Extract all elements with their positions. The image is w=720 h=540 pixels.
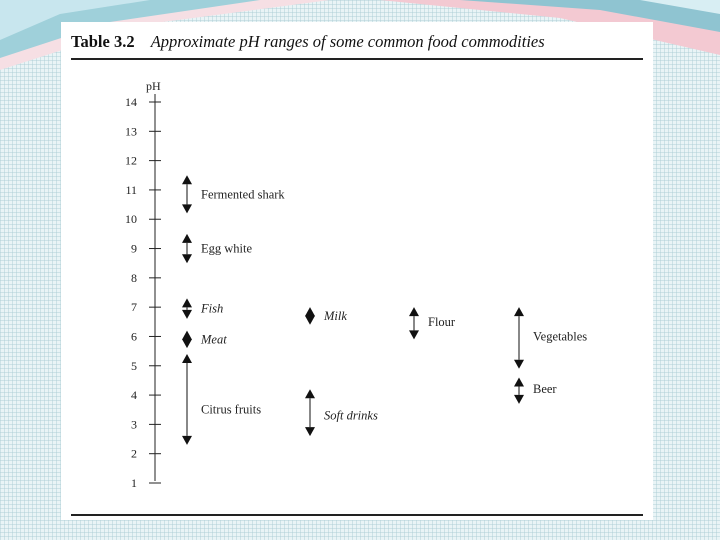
range-min-arrow (182, 339, 192, 348)
range-max-arrow (182, 175, 192, 184)
range-label: Citrus fruits (201, 402, 262, 417)
range-max-arrow (182, 298, 192, 307)
range-min-arrow (182, 254, 192, 263)
table-caption: Approximate pH ranges of some common food commodities (150, 32, 545, 51)
range-max-arrow (514, 307, 524, 316)
range-min-arrow (305, 316, 315, 325)
range-beer (514, 377, 557, 403)
table-card (61, 22, 653, 520)
range-max-arrow (514, 377, 524, 386)
ph-tick-label: 6 (131, 329, 137, 344)
range-label: Egg white (201, 241, 253, 256)
ph-tick-label: 4 (131, 388, 137, 403)
range-min-arrow (182, 436, 192, 445)
range-label: Beer (533, 382, 557, 397)
range-max-arrow (305, 307, 315, 316)
ph-axis-label: pH (146, 79, 161, 93)
range-citrus-fruits (182, 354, 261, 445)
range-max-arrow (305, 389, 315, 398)
ph-tick-label: 8 (131, 270, 137, 285)
range-min-arrow (182, 204, 192, 213)
range-max-arrow (409, 307, 419, 316)
ph-tick-label: 1 (131, 476, 137, 490)
ph-tick-label: 13 (125, 124, 137, 139)
ph-tick-label: 3 (131, 417, 137, 432)
range-min-arrow (409, 330, 419, 339)
range-egg-white (182, 234, 252, 263)
range-label: Soft drinks (324, 408, 378, 423)
range-milk (305, 307, 347, 325)
range-soft-drinks (305, 389, 378, 436)
ph-tick-label: 14 (125, 95, 137, 109)
range-fish (182, 298, 223, 319)
range-min-arrow (305, 427, 315, 436)
ph-tick-label: 12 (125, 153, 137, 168)
ph-tick-label: 9 (131, 241, 137, 256)
range-label: Fish (201, 301, 224, 316)
range-max-arrow (182, 331, 192, 340)
ph-tick-label: 7 (131, 300, 137, 315)
range-flour (409, 307, 456, 339)
bottom-rule (71, 514, 643, 516)
range-vegetables (514, 307, 587, 369)
range-label: Meat (201, 332, 227, 347)
range-label: Milk (324, 308, 347, 323)
range-label: Fermented shark (201, 187, 285, 202)
range-min-arrow (514, 360, 524, 369)
range-min-arrow (182, 310, 192, 319)
ph-tick-label: 11 (125, 182, 137, 197)
range-meat (182, 331, 227, 349)
range-fermented-shark (182, 175, 285, 213)
range-label: Vegetables (533, 329, 588, 344)
range-min-arrow (514, 395, 524, 404)
range-label: Flour (428, 314, 456, 329)
ph-tick-label: 10 (125, 212, 137, 227)
ph-tick-label: 2 (131, 446, 137, 461)
range-max-arrow (182, 234, 192, 243)
ph-tick-label: 5 (131, 358, 137, 373)
ph-range-chart (61, 22, 653, 520)
table-number: Table 3.2 (71, 32, 135, 51)
range-max-arrow (182, 354, 192, 363)
